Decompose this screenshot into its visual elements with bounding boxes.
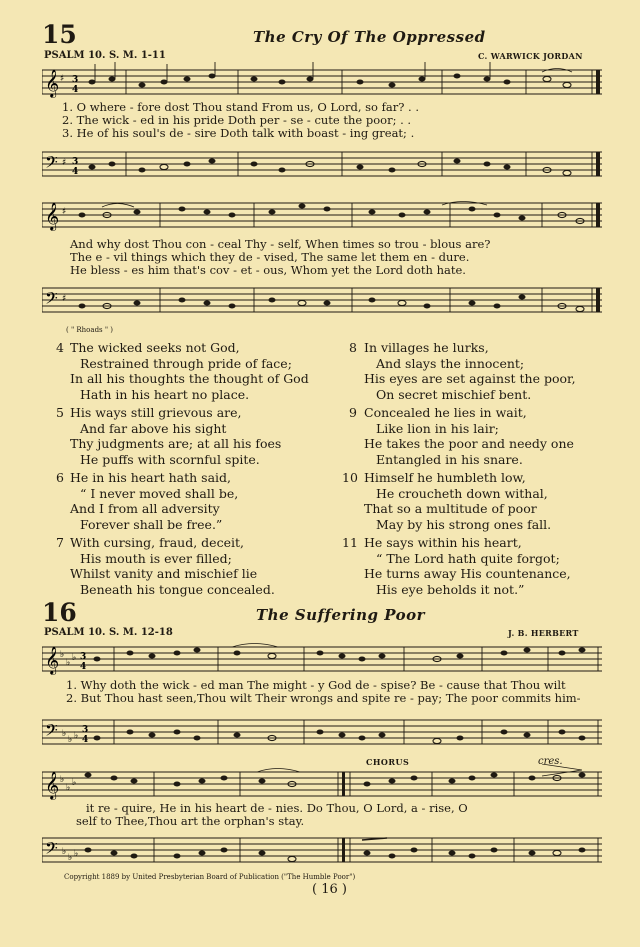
verse-4 <box>56 340 336 404</box>
verse-line: With cursing, fraud, deceit, <box>70 535 244 550</box>
hymn-16-system-2-treble-staff <box>42 764 602 804</box>
svg-text:4: 4 <box>72 85 79 95</box>
verse-6 <box>56 470 336 534</box>
hymn-15-system-2-treble-staff <box>42 195 602 235</box>
verse-line: He takes the poor and needy one <box>364 436 574 451</box>
verse-line: He puffs with scornful spite. <box>80 451 260 467</box>
hymn-16-title: The Suffering Poor <box>256 606 426 624</box>
verse-line: His eye beholds it not.” <box>376 581 525 597</box>
verse-line: His mouth is ever filled; <box>80 550 232 566</box>
svg-text:♭: ♭ <box>66 658 71 668</box>
verse-line: That so a multitude of poor <box>364 501 537 516</box>
verse-line: On secret mischief bent. <box>376 386 532 402</box>
svg-text:3: 3 <box>72 75 79 85</box>
copyright-notice: Copyright 1889 by United Presbyterian Board of Publication ("The Humble Poor") <box>64 873 356 881</box>
verse-7 <box>56 535 336 599</box>
verse-11 <box>342 535 622 599</box>
verse-number: 5 <box>56 405 64 420</box>
svg-text:𝄢: 𝄢 <box>45 288 58 312</box>
svg-text:♭: ♭ <box>62 847 67 857</box>
svg-text:♭: ♭ <box>74 731 79 741</box>
verse-number: 8 <box>349 340 357 355</box>
hymn-16-meter: PSALM 10. S. M. 12-18 <box>44 627 173 638</box>
hymn-15-system-1-treble-staff <box>42 62 602 102</box>
verse-line: Forever shall be free.” <box>80 516 223 532</box>
hymn-15-composer: C. WARWICK JORDAN <box>478 51 583 61</box>
verse-line: He in his heart hath said, <box>70 470 231 485</box>
svg-text:4: 4 <box>72 167 79 177</box>
verse-line: Thy judgments are; at all his foes <box>70 436 282 451</box>
hymn-15-system-2-bass-staff <box>42 280 602 320</box>
hymn-15-verses-right <box>342 340 622 599</box>
hymn-16-system-1-verse-1: 1. Why doth the wick - ed man The might - y God de - spise? Be - cause that Thou wilt <box>66 678 566 692</box>
verse-line: Hath in his heart no place. <box>80 386 250 402</box>
svg-text:3: 3 <box>82 725 89 735</box>
verse-line: “ The Lord hath quite forgot; <box>376 550 560 566</box>
hymn-16-number: 16 <box>42 598 77 627</box>
verse-line: Whilst vanity and mischief lie <box>70 566 258 581</box>
svg-text:3: 3 <box>72 157 79 167</box>
hymn-15-system-1-verse-2: 2. The wick - ed in his pride Doth per - se - cute the poor; . . <box>62 113 412 127</box>
svg-text:♭: ♭ <box>60 650 65 660</box>
verse-10 <box>342 470 622 534</box>
hymn-15-system-1-verse-1: 1. O where - fore dost Thou stand From us, O Lord, so far? . . <box>62 100 420 114</box>
verse-line: The wicked seeks not God, <box>70 340 240 355</box>
hymn-16-system-1-verse-2: 2. But Thou hast seen,Thou wilt Their wrongs and spite re - pay; The poor commits him- <box>66 691 581 705</box>
svg-text:♭: ♭ <box>74 849 79 859</box>
hymn-15-title: The Cry Of The Oppressed <box>253 28 486 46</box>
verse-line: He says within his heart, <box>364 535 522 550</box>
hymn-16-composer: J. B. HERBERT <box>508 628 579 638</box>
chorus-label: CHORUS <box>366 757 410 767</box>
hymn-15-tune-note: ( " Rhoads " ) <box>66 326 114 334</box>
cres-marking: cres. <box>538 756 563 767</box>
verse-line: And I from all adversity <box>70 501 220 516</box>
svg-text:𝄞: 𝄞 <box>45 69 60 97</box>
verse-line: His eyes are set against the poor, <box>364 371 576 386</box>
svg-text:𝄢: 𝄢 <box>45 838 58 862</box>
verse-line: Concealed he lies in wait, <box>364 405 527 420</box>
hymn-16-system-2-bass-staff <box>42 830 602 870</box>
hymn-15-number: 15 <box>42 20 77 49</box>
verse-line: Like lion in his lair; <box>376 420 499 436</box>
svg-text:♭: ♭ <box>62 729 67 739</box>
verse-line: May by his strong ones fall. <box>376 516 552 532</box>
hymn-16-system-1-bass-staff <box>42 712 602 752</box>
verse-5 <box>56 405 336 469</box>
verse-line: He turns away His countenance, <box>364 566 571 581</box>
hymn-16-system-2-verse-2: self to Thee,Thou art the orphan's stay. <box>76 814 305 828</box>
hymn-15-system-2-verse-3: He bless - es him that's cov - et - ous, Whom yet the Lord doth hate. <box>70 263 466 277</box>
verse-line: In villages he lurks, <box>364 340 489 355</box>
svg-text:𝄞: 𝄞 <box>45 646 60 674</box>
verse-9 <box>342 405 622 469</box>
verse-line: Restrained through pride of face; <box>80 355 292 371</box>
svg-text:♭: ♭ <box>68 735 73 745</box>
svg-text:♯: ♯ <box>62 207 67 217</box>
verse-line: Beneath his tongue concealed. <box>80 581 275 597</box>
verse-number: 7 <box>56 535 64 550</box>
svg-text:♭: ♭ <box>68 853 73 863</box>
verse-line: He croucheth down withal, <box>376 485 548 501</box>
verse-number: 6 <box>56 470 64 485</box>
svg-text:♯: ♯ <box>60 74 65 84</box>
hymn-15-verses-left <box>56 340 336 599</box>
hymn-16-system-1-treble-staff <box>42 639 602 679</box>
verse-line: And slays the innocent; <box>376 355 525 371</box>
svg-text:♯: ♯ <box>62 158 67 168</box>
hymn-15-meter: PSALM 10. S. M. 1-11 <box>44 50 166 61</box>
svg-text:4: 4 <box>82 735 89 745</box>
svg-text:4: 4 <box>80 662 87 672</box>
verse-line: “ I never moved shall be, <box>80 485 239 501</box>
verse-number: 9 <box>349 405 357 420</box>
verse-number: 4 <box>56 340 64 355</box>
verse-number: 10 <box>342 470 358 485</box>
svg-text:♭: ♭ <box>60 775 65 785</box>
hymn-15-system-1-verse-3: 3. He of his soul's de - sire Doth talk with boast - ing great; . <box>62 126 415 140</box>
verse-8 <box>342 340 622 404</box>
svg-text:𝄢: 𝄢 <box>45 720 58 744</box>
svg-text:♭: ♭ <box>72 653 77 663</box>
svg-text:𝄢: 𝄢 <box>45 152 58 176</box>
hymn-15-system-1-bass-staff <box>42 144 602 184</box>
verse-line: His ways still grievous are, <box>70 405 242 420</box>
verse-line: In all his thoughts the thought of God <box>70 371 309 386</box>
svg-text:𝄞: 𝄞 <box>45 202 60 230</box>
svg-text:♭: ♭ <box>72 778 77 788</box>
page-number: ( 16 ) <box>312 882 347 897</box>
verse-line: Entangled in his snare. <box>376 451 523 467</box>
hymn-15-system-2-verse-1: And why dost Thou con - ceal Thy - self, When times so trou - blous are? <box>70 237 491 251</box>
svg-text:♭: ♭ <box>66 783 71 793</box>
svg-text:♯: ♯ <box>62 294 67 304</box>
verse-line: Himself he humbleth low, <box>364 470 526 485</box>
svg-text:𝄞: 𝄞 <box>45 771 60 799</box>
hymn-16-system-2-verse-1: it re - quire, He in his heart de - nies. Do Thou, O Lord, a - rise, O <box>86 801 468 815</box>
verse-line: And far above his sight <box>80 420 227 436</box>
verse-number: 11 <box>342 535 358 550</box>
hymn-15-system-2-verse-2: The e - vil things which they de - vised, The same let them en - dure. <box>70 250 470 264</box>
svg-text:3: 3 <box>80 652 87 662</box>
